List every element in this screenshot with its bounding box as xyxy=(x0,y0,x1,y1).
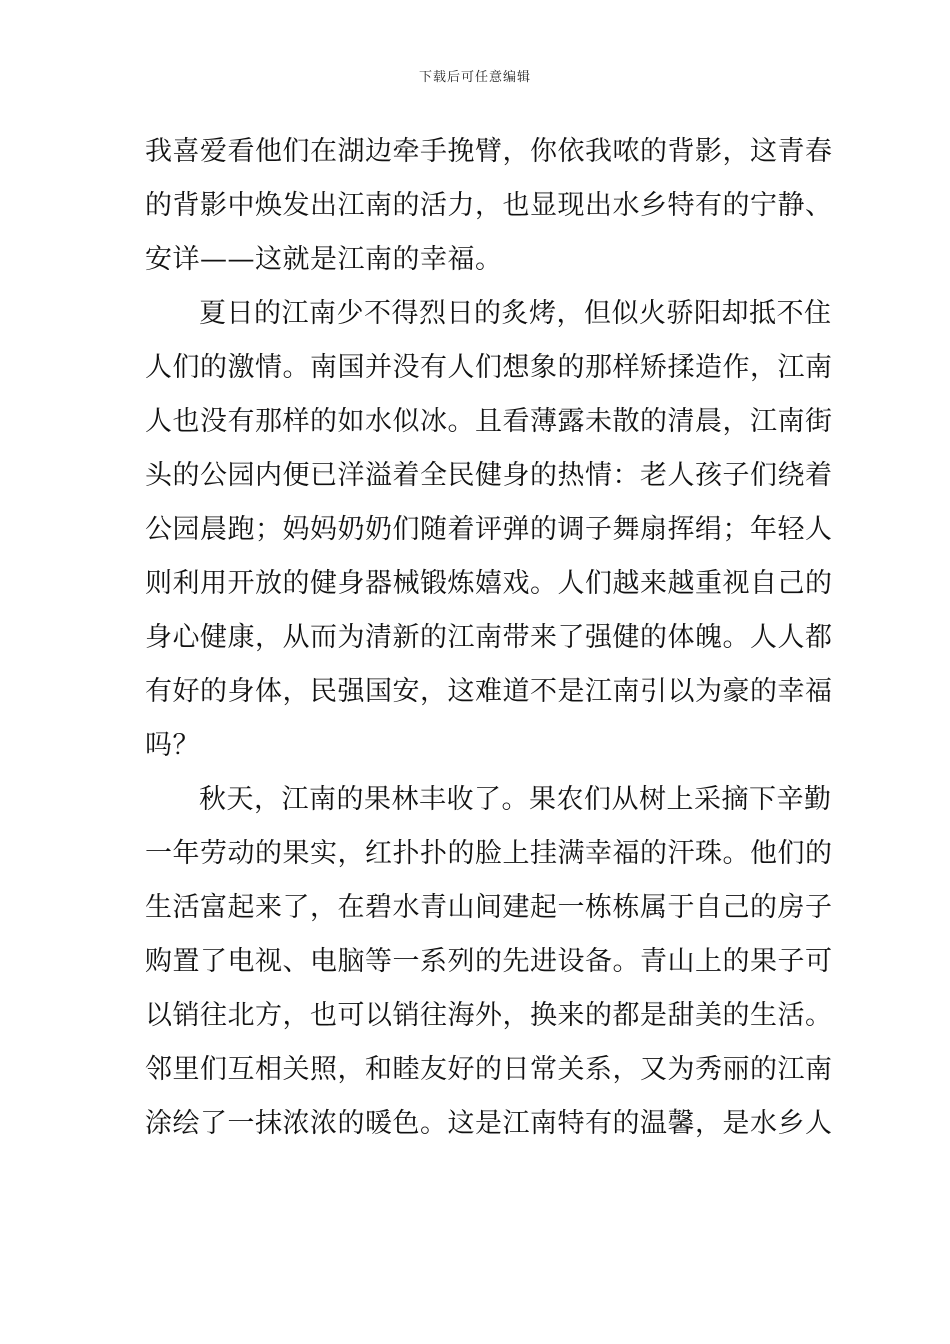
body-text xyxy=(145,125,833,1151)
paragraph-first-line: 秋天，江南的果林丰收了。果农们从树上采摘下辛勤 xyxy=(199,784,832,815)
text-line: 安详——这就是江南的幸福。 xyxy=(145,244,503,275)
text-line: 吗？ xyxy=(145,730,200,761)
text-line: 头的公园内便已洋溢着全民健身的热情：老人孩子们绕着 xyxy=(145,460,833,491)
text-line: 一年劳动的果实，红扑扑的脸上挂满幸福的汗珠。他们的 xyxy=(145,838,833,869)
text-line: 邻里们互相关照，和睦友好的日常关系，又为秀丽的江南 xyxy=(145,1054,833,1085)
text-line: 有好的身体，民强国安，这难道不是江南引以为豪的幸福 xyxy=(145,676,833,707)
text-line: 身心健康，从而为清新的江南带来了强健的体魄。人人都 xyxy=(145,622,833,653)
text-line: 人们的激情。南国并没有人们想象的那样矫揉造作，江南 xyxy=(145,352,833,383)
text-line: 以销往北方，也可以销往海外，换来的都是甜美的生活。 xyxy=(145,1000,833,1031)
paragraph-first-line: 夏日的江南少不得烈日的炙烤，但似火骄阳却抵不住 xyxy=(199,298,832,329)
page-header: 下载后可任意编辑 xyxy=(418,70,531,85)
text-line: 人也没有那样的如水似冰。且看薄露未散的清晨，江南街 xyxy=(145,406,833,437)
text-line: 我喜爱看他们在湖边牵手挽臂，你依我哝的背影，这青春 xyxy=(145,136,833,167)
text-line: 公园晨跑；妈妈奶奶们随着评弹的调子舞扇挥绢；年轻人 xyxy=(145,514,833,545)
text-line: 购置了电视、电脑等一系列的先进设备。青山上的果子可 xyxy=(145,946,833,977)
text-line: 则利用开放的健身器械锻炼嬉戏。人们越来越重视自己的 xyxy=(145,568,833,599)
text-line: 生活富起来了，在碧水青山间建起一栋栋属于自己的房子 xyxy=(145,892,833,923)
text-line: 的背影中焕发出江南的活力，也显现出水乡特有的宁静、 xyxy=(145,190,833,221)
text-line: 涂绘了一抹浓浓的暖色。这是江南特有的温馨，是水乡人 xyxy=(145,1108,833,1139)
